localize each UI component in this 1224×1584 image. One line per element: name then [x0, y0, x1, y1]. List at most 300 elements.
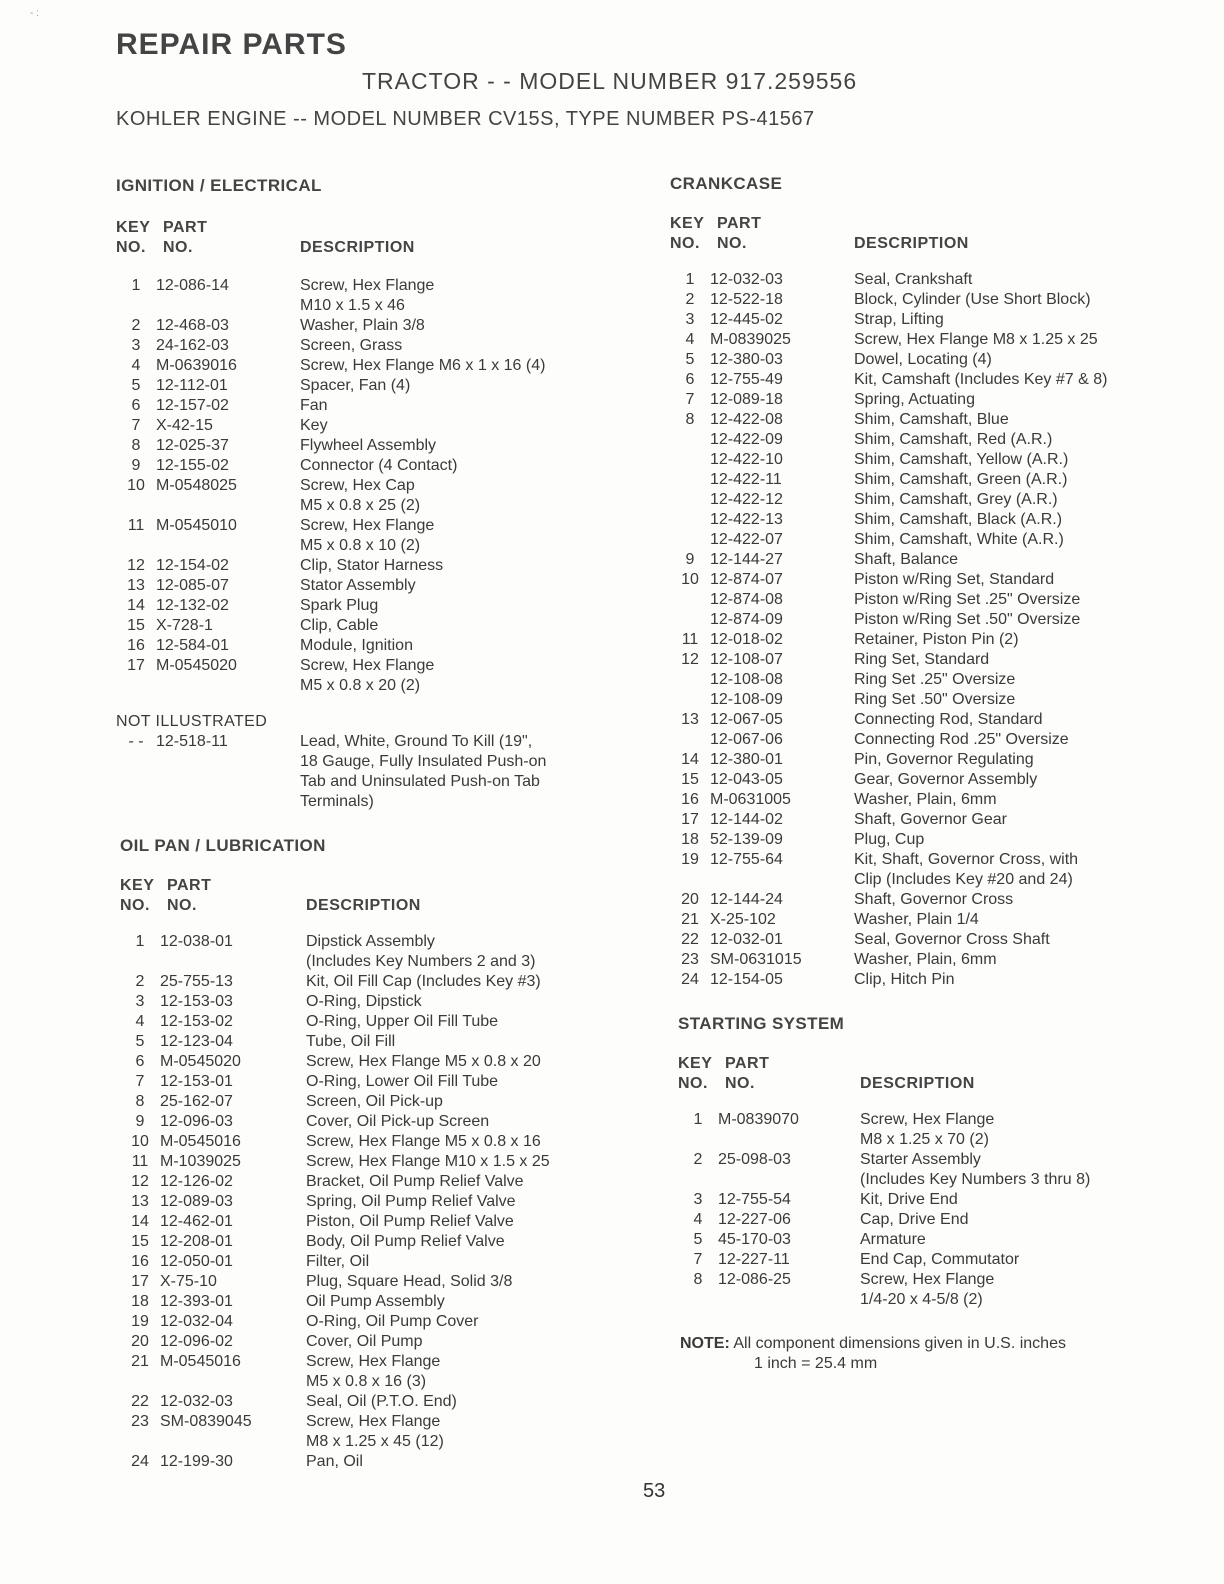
part-description [854, 330, 1210, 350]
key-number: 1 [131, 277, 141, 294]
key-number: 11 [681, 631, 699, 648]
description-line: 1/4-20 x 4-5/8 (2) [860, 1291, 983, 1308]
description-line: Screen, Grass [300, 337, 403, 354]
description-line: Connector (4 Contact) [300, 457, 458, 474]
key-number: 24 [131, 1453, 149, 1470]
part-number: 12-393-01 [160, 1293, 233, 1310]
description-line: Bracket, Oil Pump Relief Valve [306, 1173, 524, 1190]
column-headers [678, 1054, 1218, 1096]
part-number: 12-096-03 [160, 1113, 233, 1130]
key-number [670, 730, 710, 750]
not-illustrated-label: NOT ILLUSTRATED [116, 713, 268, 730]
part-number: 12-032-03 [710, 271, 783, 288]
key-number: 2 [685, 291, 695, 308]
table-row [670, 830, 1210, 850]
part-number: 45-170-03 [718, 1231, 791, 1248]
key-number: 15 [681, 771, 699, 788]
part-number: SM-0631015 [710, 951, 802, 968]
description-line: Screw, Hex Flange M6 x 1 x 16 (4) [300, 357, 546, 374]
key-number [670, 510, 710, 530]
part-description [306, 1392, 660, 1412]
part-description [300, 476, 656, 516]
table-row [116, 456, 656, 476]
table-row [670, 570, 1210, 590]
table-row [670, 670, 1210, 690]
description-line: Piston, Oil Pump Relief Valve [306, 1213, 514, 1230]
key-number: 9 [135, 1113, 145, 1130]
key-number: 23 [131, 1413, 149, 1430]
part-description [854, 670, 1210, 690]
table-row [670, 330, 1210, 350]
key-number: 13 [131, 1193, 149, 1210]
part-number: 12-462-01 [160, 1213, 233, 1230]
table-row [120, 1452, 660, 1472]
description-line: Washer, Plain, 6mm [854, 791, 997, 808]
part-number: 12-067-06 [710, 731, 783, 748]
description-line: M5 x 0.8 x 20 (2) [300, 677, 421, 694]
table-row [120, 1212, 660, 1232]
key-number: 15 [127, 617, 145, 634]
description-line: (Includes Key Numbers 2 and 3) [306, 953, 536, 970]
table-row [678, 1210, 1218, 1230]
part-description [860, 1230, 1218, 1250]
part-description [300, 276, 656, 316]
description-line: Washer, Plain 3/8 [300, 317, 425, 334]
description-line: Ring Set .25" Oversize [854, 671, 1016, 688]
part-description [300, 656, 656, 696]
part-description [306, 1012, 660, 1032]
part-description [854, 530, 1210, 550]
column-headers [116, 218, 656, 260]
description-line: Ring Set .50" Oversize [854, 691, 1016, 708]
table-row [120, 1152, 660, 1172]
description-line: Terminals) [300, 793, 374, 810]
part-number: 12-144-02 [710, 811, 783, 828]
description-line: Kit, Drive End [860, 1191, 958, 1208]
key-number: 10 [127, 477, 145, 494]
table-row [670, 850, 1210, 890]
table-row [120, 1292, 660, 1312]
part-description [854, 270, 1210, 290]
part-number: 12-018-02 [710, 631, 783, 648]
description-line: Shim, Camshaft, Green (A.R.) [854, 471, 1068, 488]
description-line: Screw, Hex Flange [306, 1353, 441, 1370]
part-number: 12-380-01 [710, 751, 783, 768]
table-row [120, 1052, 660, 1072]
description-line: Dipstick Assembly [306, 933, 435, 950]
part-description [854, 770, 1210, 790]
table-row [670, 550, 1210, 570]
key-number: 11 [131, 1153, 149, 1170]
table-row [120, 1332, 660, 1352]
part-description [854, 550, 1210, 570]
part-number: 12-108-09 [710, 691, 783, 708]
table-row [670, 810, 1210, 830]
part-description [300, 376, 656, 396]
description-line: Screw, Hex Flange [860, 1271, 995, 1288]
key-number [670, 610, 710, 630]
part-description [300, 316, 656, 336]
part-description [300, 356, 656, 376]
parts-list [678, 1110, 1218, 1310]
key-number: 3 [693, 1191, 703, 1208]
part-number: 12-096-02 [160, 1333, 233, 1350]
key-number: 14 [681, 751, 699, 768]
description-line: Connecting Rod .25" Oversize [854, 731, 1069, 748]
part-number: 12-445-02 [710, 311, 783, 328]
key-number: 16 [131, 1253, 149, 1270]
description-line: Screw, Hex Flange M5 x 0.8 x 20 [306, 1053, 541, 1070]
table-row [116, 336, 656, 356]
key-number: 17 [681, 811, 699, 828]
not-illustrated-list [116, 732, 656, 812]
part-number: 12-086-14 [156, 277, 229, 294]
table-row [120, 1252, 660, 1272]
table-row [670, 610, 1210, 630]
description-line: Screw, Hex Flange [300, 657, 435, 674]
description-line: Screw, Hex Flange M5 x 0.8 x 16 [306, 1133, 541, 1150]
part-number: 12-518-11 [156, 733, 228, 750]
description-line: O-Ring, Upper Oil Fill Tube [306, 1013, 499, 1030]
part-description [300, 576, 656, 596]
description-line: O-Ring, Lower Oil Fill Tube [306, 1073, 499, 1090]
part-description [860, 1190, 1218, 1210]
part-description [854, 390, 1210, 410]
part-number: 12-153-03 [160, 993, 233, 1010]
key-number: 3 [135, 993, 145, 1010]
table-row [678, 1190, 1218, 1210]
table-row [670, 430, 1210, 450]
description-line: Seal, Oil (P.T.O. End) [306, 1393, 457, 1410]
part-description [300, 436, 656, 456]
description-line: M8 x 1.25 x 70 (2) [860, 1131, 989, 1148]
part-number: 12-032-04 [160, 1313, 233, 1330]
section-title: IGNITION / ELECTRICAL [116, 176, 322, 195]
part-description [854, 410, 1210, 430]
table-row [120, 1312, 660, 1332]
key-number: 10 [681, 571, 699, 588]
key-number: 5 [685, 351, 695, 368]
part-number: 12-032-01 [710, 931, 783, 948]
key-number [670, 450, 710, 470]
key-no-header: KEY NO. [678, 1055, 713, 1092]
parts-list [670, 270, 1210, 990]
description-line: Starter Assembly [860, 1151, 981, 1168]
part-description [860, 1210, 1218, 1230]
key-number: 19 [131, 1313, 149, 1330]
table-row [670, 530, 1210, 550]
description-line: Screw, Hex Flange [860, 1111, 995, 1128]
description-line: Screw, Hex Cap [300, 477, 415, 494]
key-number: 17 [127, 657, 145, 674]
part-description [306, 1452, 660, 1472]
part-number: 12-874-08 [710, 591, 783, 608]
key-number: 18 [131, 1293, 149, 1310]
part-number: M-0545016 [160, 1133, 241, 1150]
table-row [670, 930, 1210, 950]
part-description [854, 730, 1210, 750]
key-number: 6 [131, 397, 141, 414]
part-number: 25-098-03 [718, 1151, 791, 1168]
part-description [306, 992, 660, 1012]
description-line: Seal, Crankshaft [854, 271, 973, 288]
part-description [306, 1412, 660, 1452]
part-number: 12-422-10 [710, 451, 783, 468]
part-description [300, 416, 656, 436]
part-number: 12-422-12 [710, 491, 783, 508]
part-description [306, 1332, 660, 1352]
table-row [670, 630, 1210, 650]
part-number: 12-038-01 [160, 933, 233, 950]
table-row [120, 992, 660, 1012]
part-number: 12-085-07 [156, 577, 229, 594]
part-description [854, 310, 1210, 330]
key-number: 3 [131, 337, 141, 354]
key-number: 8 [135, 1093, 145, 1110]
part-number: 12-154-05 [710, 971, 783, 988]
part-description [854, 830, 1210, 850]
part-number: M-0545020 [160, 1053, 241, 1070]
table-row [120, 1072, 660, 1092]
description-line: Piston w/Ring Set .25" Oversize [854, 591, 1081, 608]
part-number: 12-422-13 [710, 511, 783, 528]
table-row [670, 270, 1210, 290]
part-number: 12-422-09 [710, 431, 783, 448]
table-row [670, 750, 1210, 770]
part-number: M-0639016 [156, 357, 237, 374]
description-line: Lead, White, Ground To Kill (19", [300, 733, 533, 750]
table-row [670, 510, 1210, 530]
key-number: 4 [685, 331, 695, 348]
part-description [854, 430, 1210, 450]
key-number: 13 [127, 577, 145, 594]
table-row [116, 396, 656, 416]
description-line: M10 x 1.5 x 46 [300, 297, 405, 314]
table-row [116, 576, 656, 596]
part-description [854, 350, 1210, 370]
key-number: 1 [685, 271, 695, 288]
part-description [854, 510, 1210, 530]
key-number: 14 [131, 1213, 149, 1230]
part-description [306, 1032, 660, 1052]
key-number [670, 590, 710, 610]
part-number: 12-584-01 [156, 637, 229, 654]
part-description [306, 1052, 660, 1072]
key-number: 14 [127, 597, 145, 614]
part-number: 12-755-49 [710, 371, 783, 388]
description-line: Kit, Camshaft (Includes Key #7 & 8) [854, 371, 1108, 388]
table-row [670, 390, 1210, 410]
table-row [670, 290, 1210, 310]
section-starting-system [678, 1014, 1218, 1310]
part-no-header: PART NO. [167, 877, 212, 914]
key-number: 22 [681, 931, 699, 948]
part-description [860, 1250, 1218, 1270]
description-line: Shaft, Balance [854, 551, 959, 568]
table-row [670, 310, 1210, 330]
section-oil-pan [120, 836, 660, 1472]
description-line: Strap, Lifting [854, 311, 944, 328]
key-number: 5 [135, 1033, 145, 1050]
table-row [116, 476, 656, 516]
description-line: End Cap, Commutator [860, 1251, 1020, 1268]
key-number: 23 [681, 951, 699, 968]
key-number: 12 [127, 557, 145, 574]
key-number: 12 [681, 651, 699, 668]
part-description [300, 456, 656, 476]
part-description [854, 790, 1210, 810]
description-line: Tab and Uninsulated Push-on Tab [300, 773, 540, 790]
part-number: 12-108-07 [710, 651, 783, 668]
description-header: DESCRIPTION [306, 897, 421, 914]
key-number [670, 690, 710, 710]
description-line: Screen, Oil Pick-up [306, 1093, 443, 1110]
table-row [670, 370, 1210, 390]
part-number: 12-755-54 [718, 1191, 791, 1208]
table-row [678, 1110, 1218, 1150]
table-row [678, 1270, 1218, 1310]
description-line: Retainer, Piston Pin (2) [854, 631, 1019, 648]
key-number: 11 [127, 517, 145, 534]
description-line: Plug, Square Head, Solid 3/8 [306, 1273, 513, 1290]
key-number: 17 [131, 1273, 149, 1290]
part-number: 12-154-02 [156, 557, 229, 574]
part-description [854, 610, 1210, 630]
part-description [860, 1110, 1218, 1150]
section-ignition [116, 176, 656, 812]
key-number: 15 [131, 1233, 149, 1250]
parts-list [120, 932, 660, 1472]
description-line: Clip, Stator Harness [300, 557, 444, 574]
part-description [300, 396, 656, 416]
part-no-header: PART NO. [717, 215, 762, 252]
key-number: 2 [131, 317, 141, 334]
part-number: 12-089-18 [710, 391, 783, 408]
part-number: 12-067-05 [710, 711, 783, 728]
description-line: Shim, Camshaft, White (A.R.) [854, 531, 1064, 548]
part-number: 25-755-13 [160, 973, 233, 990]
key-number: 5 [693, 1231, 703, 1248]
table-row [116, 316, 656, 336]
part-description [300, 556, 656, 576]
key-no-header: KEY NO. [670, 215, 705, 252]
part-number: 12-227-06 [718, 1211, 791, 1228]
description-line: Shim, Camshaft, Grey (A.R.) [854, 491, 1058, 508]
table-row [678, 1150, 1218, 1190]
part-description [306, 1132, 660, 1152]
key-number: 5 [131, 377, 141, 394]
key-number: 2 [135, 973, 145, 990]
description-line: Seal, Governor Cross Shaft [854, 931, 1050, 948]
description-line: Spring, Oil Pump Relief Valve [306, 1193, 516, 1210]
note-conversion: 1 inch = 25.4 mm [754, 1355, 878, 1372]
part-number: 12-380-03 [710, 351, 783, 368]
table-row [120, 1012, 660, 1032]
table-row [120, 1192, 660, 1212]
part-description [300, 616, 656, 636]
description-line: Clip, Hitch Pin [854, 971, 955, 988]
key-no-header: KEY NO. [120, 877, 155, 914]
description-line: Clip, Cable [300, 617, 379, 634]
description-line: Flywheel Assembly [300, 437, 437, 454]
table-row [678, 1250, 1218, 1270]
description-line: Cover, Oil Pump [306, 1333, 423, 1350]
description-line: Cover, Oil Pick-up Screen [306, 1113, 490, 1130]
part-description [854, 970, 1210, 990]
part-no-header: PART NO. [725, 1055, 770, 1092]
table-row [116, 416, 656, 436]
section-title: CRANKCASE [670, 174, 783, 193]
description-line: Washer, Plain, 6mm [854, 951, 997, 968]
description-line: M8 x 1.25 x 45 (12) [306, 1433, 444, 1450]
table-row [116, 556, 656, 576]
table-row [116, 732, 656, 812]
key-number: 8 [131, 437, 141, 454]
part-description [854, 570, 1210, 590]
part-description [306, 1292, 660, 1312]
column-headers [120, 876, 660, 918]
key-number [670, 470, 710, 490]
part-number: 12-144-27 [710, 551, 783, 568]
part-number: M-0545016 [160, 1353, 241, 1370]
description-line: Fan [300, 397, 328, 414]
part-description [854, 590, 1210, 610]
description-line: Shim, Camshaft, Red (A.R.) [854, 431, 1053, 448]
part-number: 12-108-08 [710, 671, 783, 688]
part-description [854, 290, 1210, 310]
table-row [670, 450, 1210, 470]
description-line: Clip (Includes Key #20 and 24) [854, 871, 1073, 888]
part-description [306, 972, 660, 992]
key-number: 4 [131, 357, 141, 374]
description-line: Shim, Camshaft, Blue [854, 411, 1009, 428]
table-row [670, 790, 1210, 810]
part-number: 12-144-24 [710, 891, 783, 908]
engine-model-heading: KOHLER ENGINE -- MODEL NUMBER CV15S, TYPE NUMBER PS-41567 [116, 108, 815, 130]
table-row [116, 636, 656, 656]
key-number: 3 [685, 311, 695, 328]
description-line: Stator Assembly [300, 577, 416, 594]
table-row [120, 1232, 660, 1252]
table-row [116, 376, 656, 396]
key-number: 9 [685, 551, 695, 568]
key-number: 7 [131, 417, 141, 434]
part-number: 12-032-03 [160, 1393, 233, 1410]
key-number: 6 [135, 1053, 145, 1070]
part-description [854, 490, 1210, 510]
note-label: NOTE: [680, 1335, 730, 1352]
description-line: O-Ring, Dipstick [306, 993, 422, 1010]
part-description [854, 630, 1210, 650]
table-row [120, 932, 660, 972]
key-number [670, 490, 710, 510]
description-line: Screw, Hex Flange M8 x 1.25 x 25 [854, 331, 1098, 348]
table-row [670, 970, 1210, 990]
part-description [854, 810, 1210, 830]
table-row [120, 1132, 660, 1152]
part-number: 12-468-03 [156, 317, 229, 334]
part-number: 12-155-02 [156, 457, 229, 474]
description-line: Gear, Governor Assembly [854, 771, 1038, 788]
description-line: Shaft, Governor Cross [854, 891, 1014, 908]
key-number: 21 [681, 911, 699, 928]
part-number: 12-422-07 [710, 531, 783, 548]
part-description [306, 1212, 660, 1232]
part-description [854, 710, 1210, 730]
description-line: Screw, Hex Flange [306, 1413, 441, 1430]
description-line: Washer, Plain 1/4 [854, 911, 979, 928]
table-row [670, 490, 1210, 510]
